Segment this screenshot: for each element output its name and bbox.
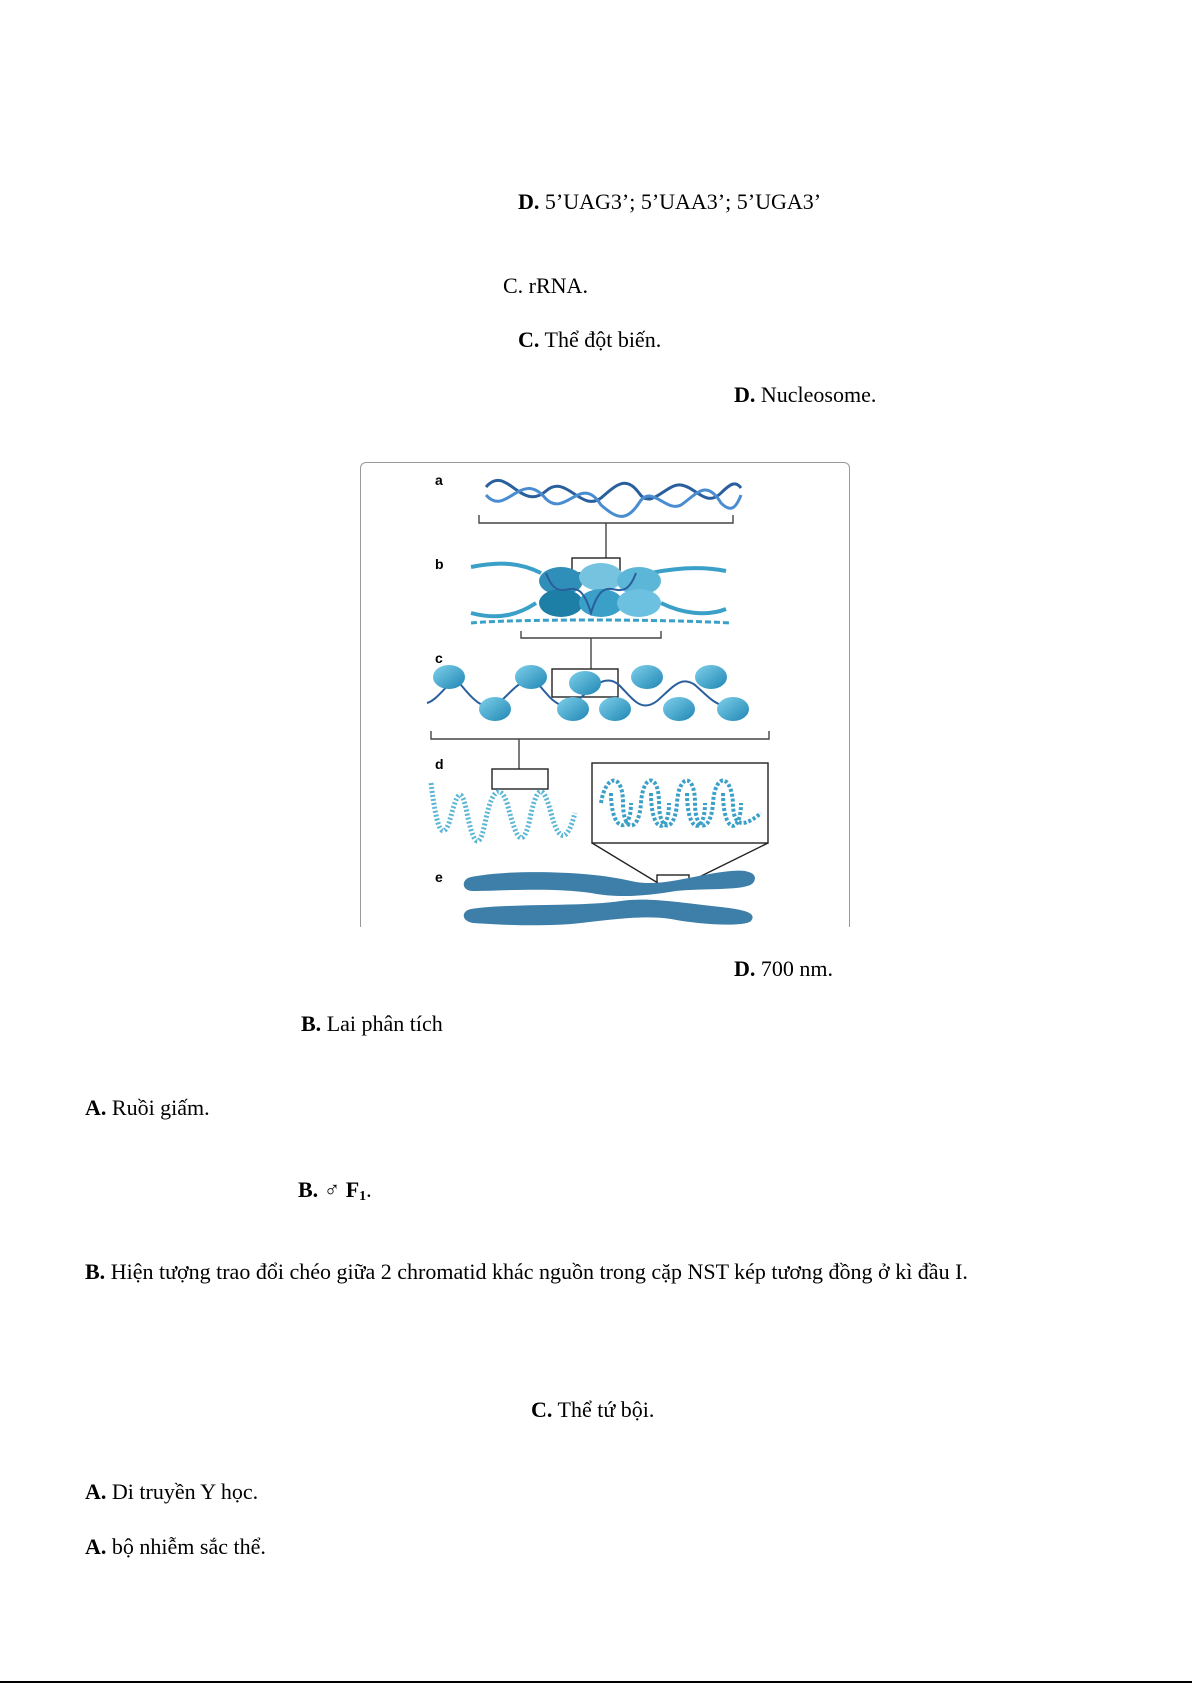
chromatin-fiber: [431, 783, 575, 841]
panel-label-b: b: [435, 556, 444, 572]
option-label: A.: [85, 1534, 107, 1559]
answer-option: [301, 1010, 443, 1038]
bracket-b: [521, 631, 661, 669]
answer-option: [298, 1176, 372, 1211]
chromatin-diagram: [361, 463, 849, 927]
option-text: Di truyền Y học.: [111, 1479, 259, 1504]
dna-double-helix: [486, 480, 741, 516]
option-text: C. rRNA.: [503, 273, 588, 298]
option-label: B.: [298, 1177, 319, 1202]
zoom-box-c: [492, 769, 548, 789]
answer-option: [734, 381, 876, 409]
chromosome: [464, 871, 755, 926]
option-text: 5’UAG3’; 5’UAA3’; 5’UGA3’: [544, 189, 822, 214]
answer-option: [85, 1258, 968, 1286]
beads-on-string: [427, 665, 749, 721]
option-subscript: 1: [359, 1189, 367, 1204]
option-text: ♂ F: [323, 1177, 360, 1202]
answer-option: [518, 188, 821, 216]
option-label: C.: [531, 1397, 553, 1422]
option-text: 700 nm.: [760, 956, 834, 981]
option-text: Nucleosome.: [760, 382, 877, 407]
option-text: Ruồi giấm.: [111, 1095, 210, 1120]
option-label: D.: [734, 956, 756, 981]
option-label: D.: [734, 382, 756, 407]
nucleosome-detail: [471, 563, 731, 623]
panel-label-c: c: [435, 650, 443, 666]
option-label: B.: [301, 1011, 322, 1036]
option-text: Lai phân tích: [326, 1011, 443, 1036]
answer-option: [85, 1094, 210, 1122]
option-suffix: .: [366, 1177, 372, 1202]
panel-label-d: d: [435, 756, 444, 772]
page-footer-rule: [0, 1681, 1192, 1683]
answer-option: [734, 955, 833, 983]
option-label: C.: [518, 327, 540, 352]
option-label: B.: [85, 1259, 106, 1284]
solenoid-coil: [601, 781, 761, 826]
answer-option: [85, 1478, 258, 1506]
answer-option: [503, 272, 588, 300]
option-text: Thể đột biến.: [544, 327, 662, 352]
option-text: Hiện tượng trao đổi chéo giữa 2 chromatid khác nguồn trong cặp NST kép tương đồng ở kì đầu I.: [110, 1259, 968, 1284]
chromatin-figure: [360, 462, 850, 927]
answer-option: [531, 1396, 654, 1424]
answer-option: [85, 1533, 266, 1561]
option-label: D.: [518, 189, 540, 214]
option-label: A.: [85, 1095, 107, 1120]
answer-option: [518, 326, 661, 354]
option-text: Thể tứ bội.: [557, 1397, 655, 1422]
option-text: bộ nhiễm sắc thể.: [111, 1534, 266, 1559]
panel-label-e: e: [435, 869, 443, 885]
option-label: A.: [85, 1479, 107, 1504]
panel-label-a: a: [435, 472, 443, 488]
bracket-a: [479, 515, 733, 558]
